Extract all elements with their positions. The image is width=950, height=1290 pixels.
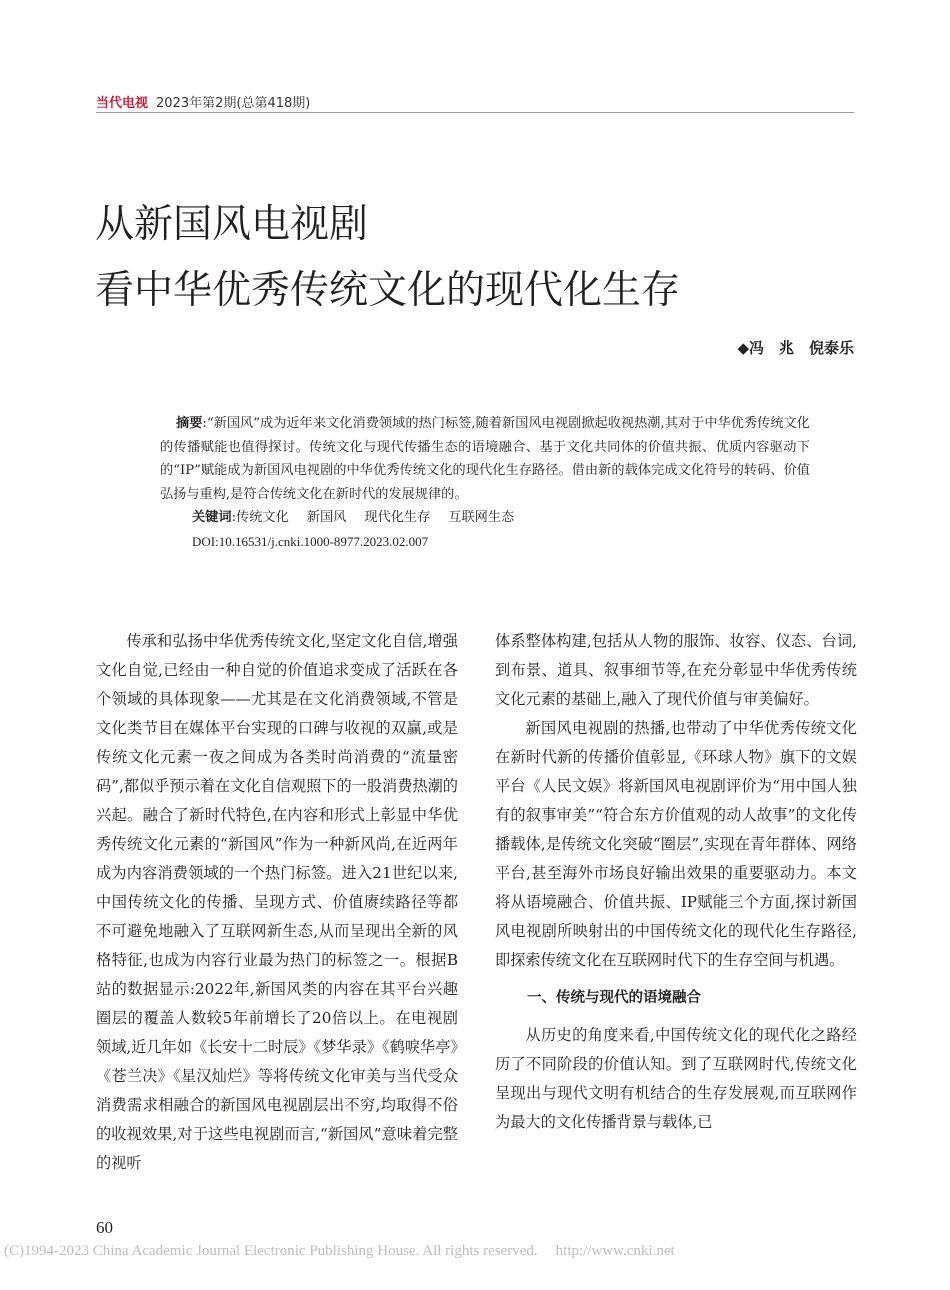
copyright-watermark (0, 1243, 950, 1260)
article-title (95, 192, 855, 324)
keywords-label: 关键词 (192, 510, 232, 525)
cnki-url: http://www.cnki.net (555, 1243, 675, 1259)
abstract-block (160, 412, 810, 553)
running-header (96, 92, 310, 111)
keyword: 新国风 (306, 510, 347, 525)
keyword: 现代化生存 (364, 510, 431, 525)
doi: DOI:10.16531/j.cnki.1000-8977.2023.02.007 (192, 533, 429, 549)
body-paragraph: 传承和弘扬中华优秀传统文化,坚定文化自信,增强文化自觉,已经由一种自觉的价值追求变成了活跃在各个领域的具体现象——尤其是在文化消费领域,不管是文化类节目在媒体平台实现的口碑与收视的双赢,或是传统文化元素一夜之间成为各类时尚消费的“流量密码”,都似乎预示着在文化自信观照下的一股消费热潮的兴起。融合了新时代特色,在内容和形式上彰显中华优秀传统文化元素的“新国风”作为一种新风尚,在近两年成为内容消费领域的一个热门标签。进入21世纪以来,中国传统文化的传播、呈现方式、价值赓续路径等都不可避免地融入了互联网新生态,从而呈现出全新的风格特征,也成为内容行业最为热门的标签之一。根据B站的数据显示:2022年,新国风类的内容在其平台兴趣圈层的覆盖人数较5年前增长了20倍以上。在电视剧领域,近几年如《长安十二时辰》《梦华录》《鹤唳华亭》《苍兰决》《星汉灿烂》等将传统文化审美与当代受众消费需求相融合的新国风电视剧层出不穷,均取得不俗的收视效果,对于这些电视剧而言,“新国风”意味着完整的视听 (96, 632, 458, 1172)
keyword: 互联网生态 (448, 510, 515, 525)
page-number: 60 (96, 1218, 113, 1237)
abstract-paragraph (160, 412, 810, 506)
title-line-1: 从新国风电视剧 (95, 202, 369, 247)
body-paragraph: 体系整体构建,包括从人物的服饰、妆容、仪态、台词,到布景、道具、叙事细节等,在充分彰显中华优秀传统文化元素的基础上,融入了现代价值与审美偏好。 (495, 632, 857, 708)
body-column-right (495, 627, 857, 1137)
title-line-2: 看中华优秀传统文化的现代化生存 (95, 268, 681, 313)
header-rule (96, 112, 854, 113)
keyword: :传统文化 (231, 510, 289, 525)
body-column-left (96, 627, 458, 1178)
body-paragraph: 新国风电视剧的热播,也带动了中华优秀传统文化在新时代新的传播价值彰显,《环球人物》旗下的文娱平台《人民文娱》将新国风电视剧评价为“用中国人独有的叙事审美”“符合东方价值观的动人故事”的文化传播载体,是传统文化突破“圈层”,实现在青年群体、网络平台,甚至海外市场良好输出效果的重要驱动力。本文将从语境融合、价值共振、IP赋能三个方面,探讨新国风电视剧所映射出的中国传统文化的现代化生存路径,即探索传统文化在互联网时代下的生存空间与机遇。 (495, 719, 857, 969)
issue-info: 2023年第2期(总第418期) (156, 96, 311, 111)
section-heading: 一、传统与现代的语境融合 (527, 990, 701, 1006)
keywords (160, 506, 810, 530)
abstract-label: 摘要 (176, 416, 203, 431)
abstract-text: :“新国风”成为近年来文化消费领域的热门标签,随着新国风电视剧掀起收视热潮,其对于中华优秀传统文化的传播赋能也值得探讨。传统文化与现代传播生态的语境融合、基于文化共同体的价值共振、优质内容驱动下的“IP”赋能成为新国风电视剧的中华优秀传统文化的现代化生存路径。借由新的载体完成文化符号的转码、价值弘扬与重构,是符合传统文化在新时代的发展规律的。 (160, 416, 810, 502)
authors: ◆冯 兆 倪泰乐 (737, 339, 854, 357)
journal-name: 当代电视 (96, 96, 149, 111)
body-paragraph: 从历史的角度来看,中国传统文化的现代化之路经历了不同阶段的价值认知。到了互联网时代,传统文化呈现出与现代文明有机结合的生存发展观,而互联网作为最大的文化传播背景与载体,已 (495, 1026, 857, 1131)
copyright-text: (C)1994-2023 China Academic Journal Electronic Publishing House. All rights reserved. (4, 1243, 538, 1259)
